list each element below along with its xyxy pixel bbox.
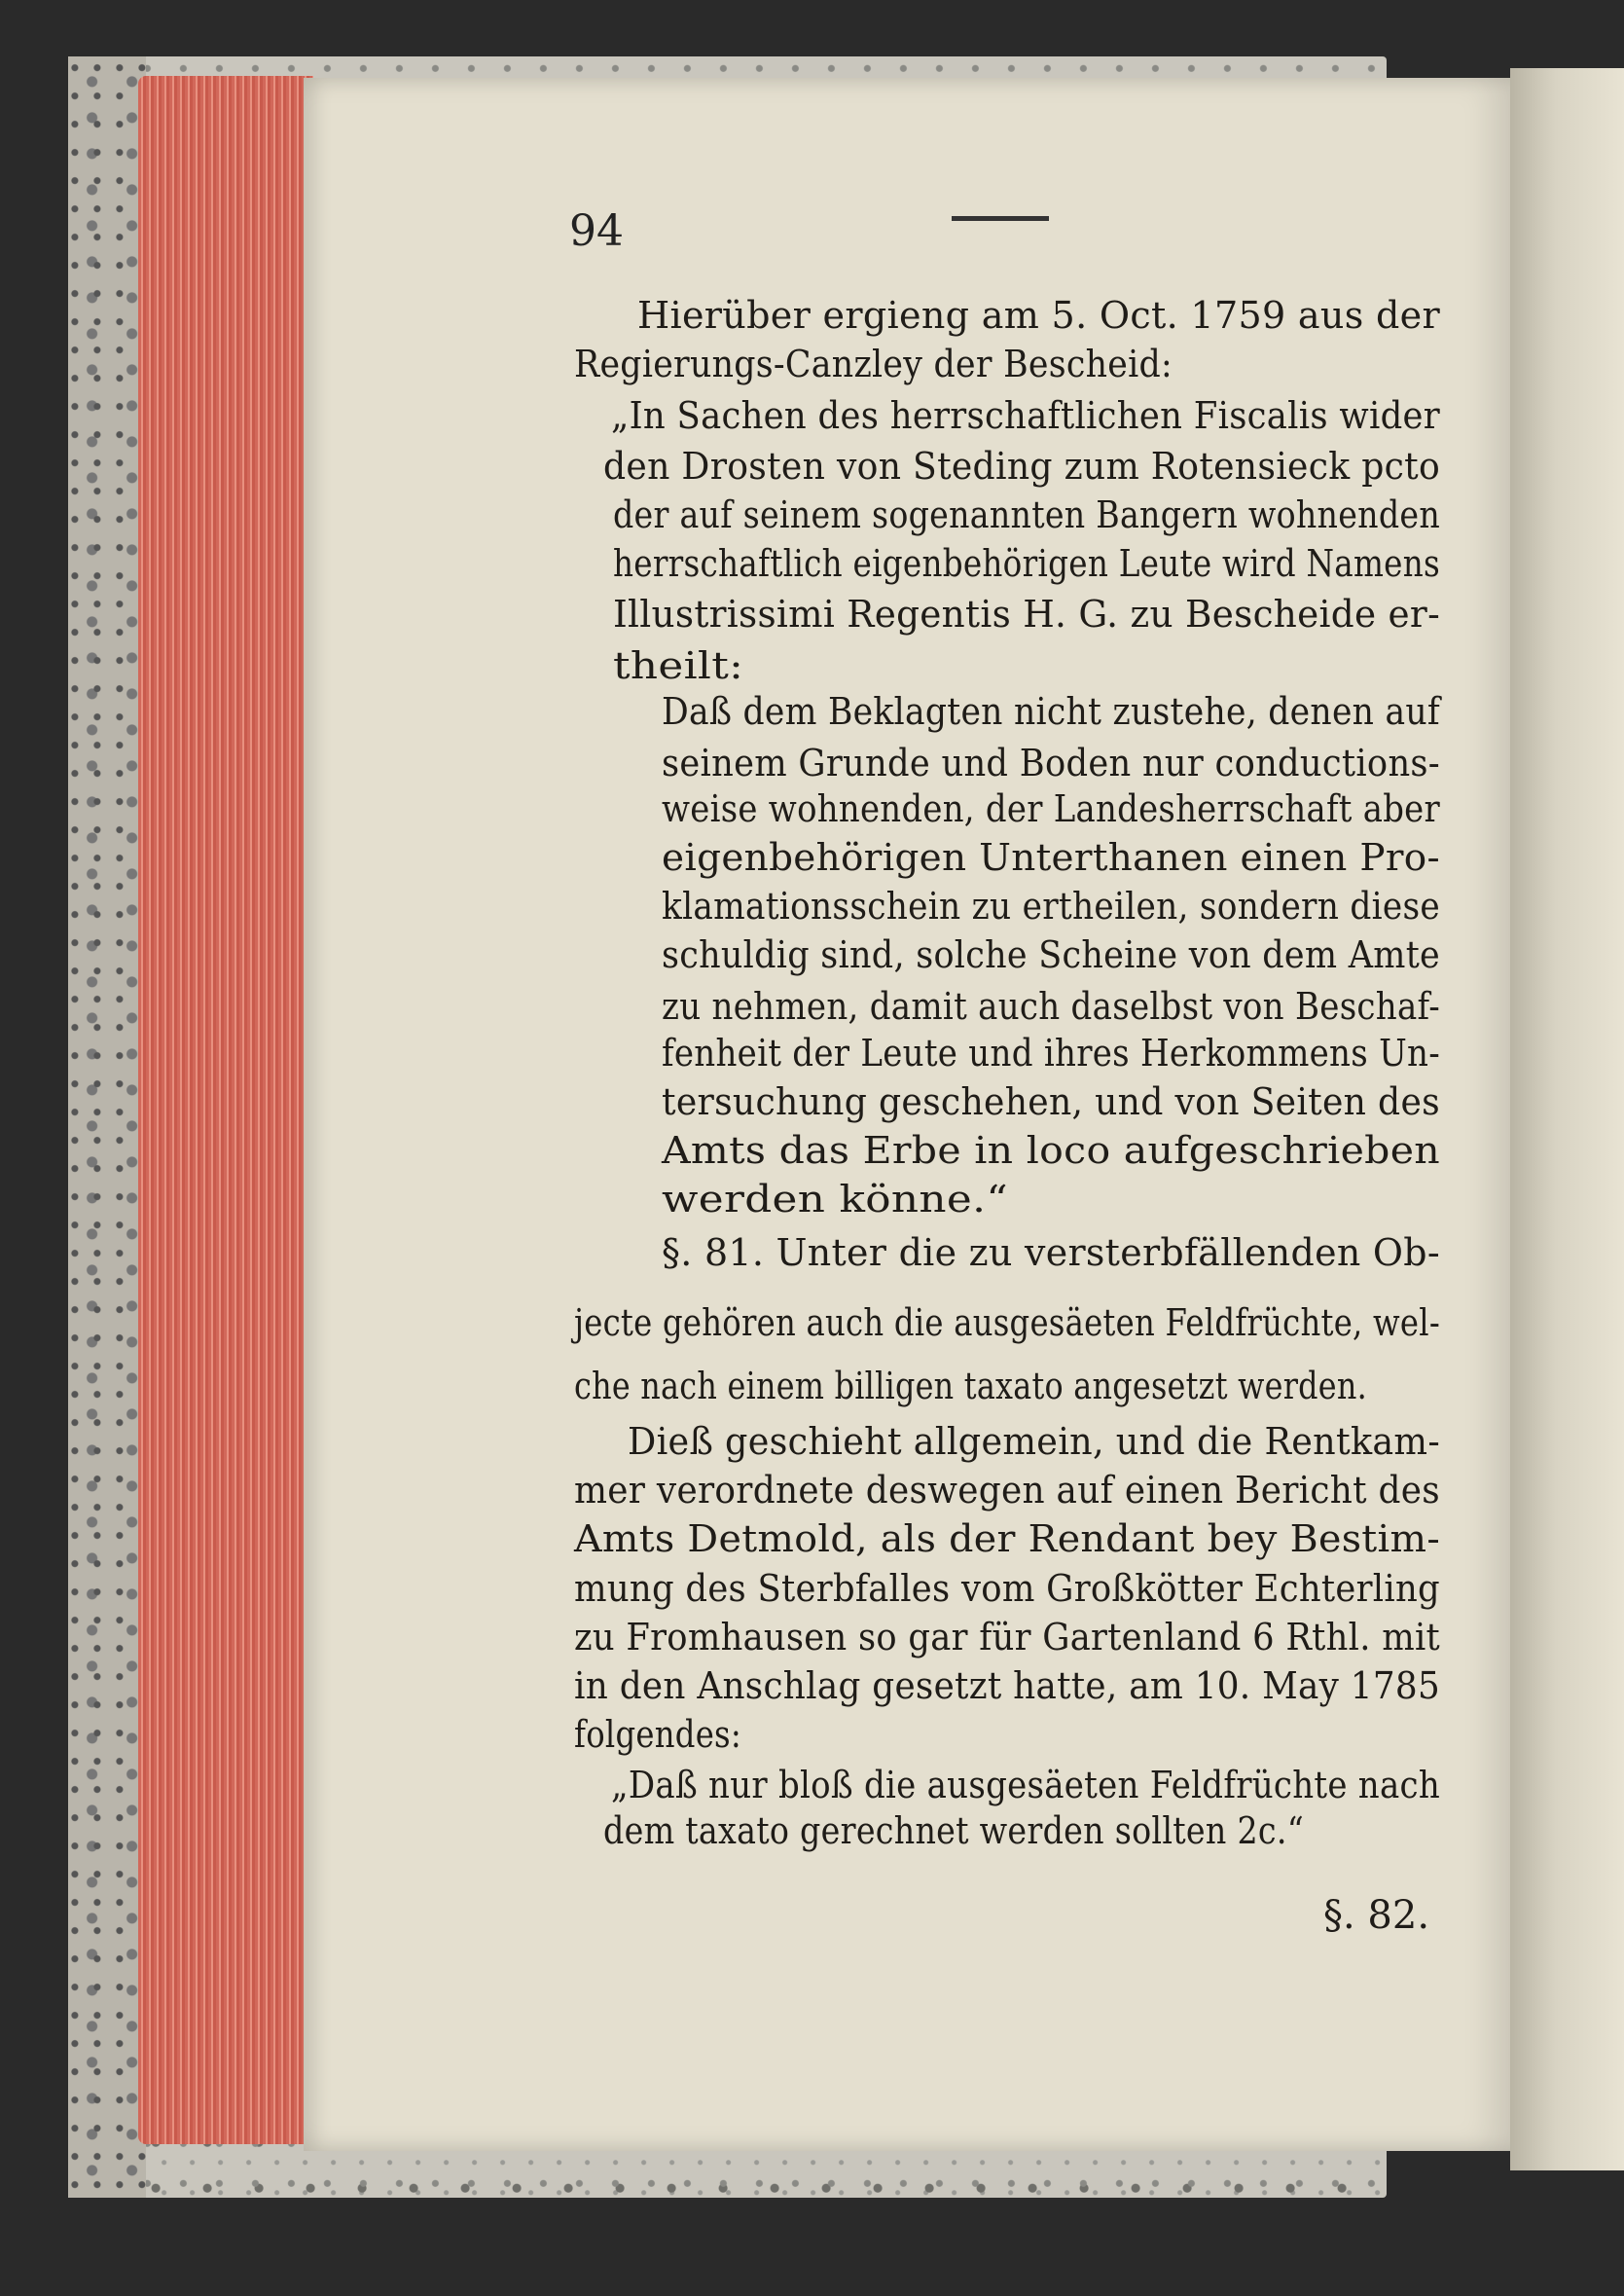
facing-page-edge	[1510, 68, 1624, 2170]
text-line: Amts Detmold, als der Rendant bey Bestim-	[574, 1517, 1440, 1560]
text-line: Hierüber ergieng am 5. Oct. 1759 aus der	[637, 294, 1440, 337]
red-page-edges	[138, 76, 313, 2144]
text-line: „In Sachen des herrschaftlichen Fiscalis wider	[611, 394, 1440, 437]
text-line: tersuchung geschehen, und von Seiten des	[662, 1080, 1440, 1123]
text-line: werden könne.“	[662, 1178, 1009, 1221]
text-line: Illustrissimi Regentis H. G. zu Bescheide er-	[613, 593, 1440, 636]
header-rule	[952, 216, 1049, 221]
text-line: che nach einem billigen taxato angesetzt werden.	[574, 1365, 1367, 1407]
text-line: mer verordnete deswegen auf einen Bericht des	[574, 1469, 1440, 1512]
text-line: Amts das Erbe in loco aufgeschrieben	[662, 1129, 1440, 1172]
cover-spine-edge	[68, 56, 146, 2198]
text-line: zu Fromhausen so gar für Gartenland 6 Rthl. mit	[574, 1616, 1440, 1658]
text-line: den Drosten von Steding zum Rotensieck pcto	[603, 445, 1440, 488]
text-line: fenheit der Leute und ihres Herkommens Un-	[662, 1032, 1440, 1075]
text-line: Daß dem Beklagten nicht zustehe, denen auf	[662, 690, 1440, 733]
text-line: theilt:	[613, 644, 744, 687]
text-line: Regierungs-Canzley der Bescheid:	[574, 343, 1173, 385]
text-line: jecte gehören auch die ausgesäeten Feldfrüchte, wel-	[574, 1301, 1440, 1344]
text-line: schuldig sind, solche Scheine von dem Amte	[662, 933, 1440, 976]
catchword: §. 82.	[1323, 1893, 1430, 1938]
text-line: herrschaftlich eigenbehörigen Leute wird Namens	[613, 542, 1440, 585]
text-line: der auf seinem sogenannten Bangern wohnenden	[613, 493, 1440, 536]
text-line: in den Anschlag gesetzt hatte, am 10. May 1785	[574, 1664, 1440, 1707]
text-line: zu nehmen, damit auch daselbst von Beschaf-	[662, 985, 1440, 1028]
text-line: mung des Sterbfalles vom Großkötter Echterling	[574, 1567, 1440, 1610]
text-line: seinem Grunde und Boden nur conductions-	[662, 742, 1440, 784]
text-line: „Daß nur bloß die ausgesäeten Feldfrüchte nach	[611, 1764, 1440, 1806]
page-number: 94	[569, 206, 624, 256]
text-line: weise wohnenden, der Landesherrschaft aber	[662, 787, 1440, 830]
text-line: klamationsschein zu ertheilen, sondern diese	[662, 885, 1440, 928]
text-line: eigenbehörigen Unterthanen einen Pro-	[662, 836, 1440, 879]
text-line: §. 81. Unter die zu versterbfällenden Ob-	[662, 1231, 1440, 1274]
text-line: dem taxato gerechnet werden sollten 2c.“	[603, 1809, 1304, 1852]
text-line: folgendes:	[574, 1713, 741, 1756]
text-line: Dieß geschieht allgemein, und die Rentkam-	[628, 1420, 1440, 1463]
